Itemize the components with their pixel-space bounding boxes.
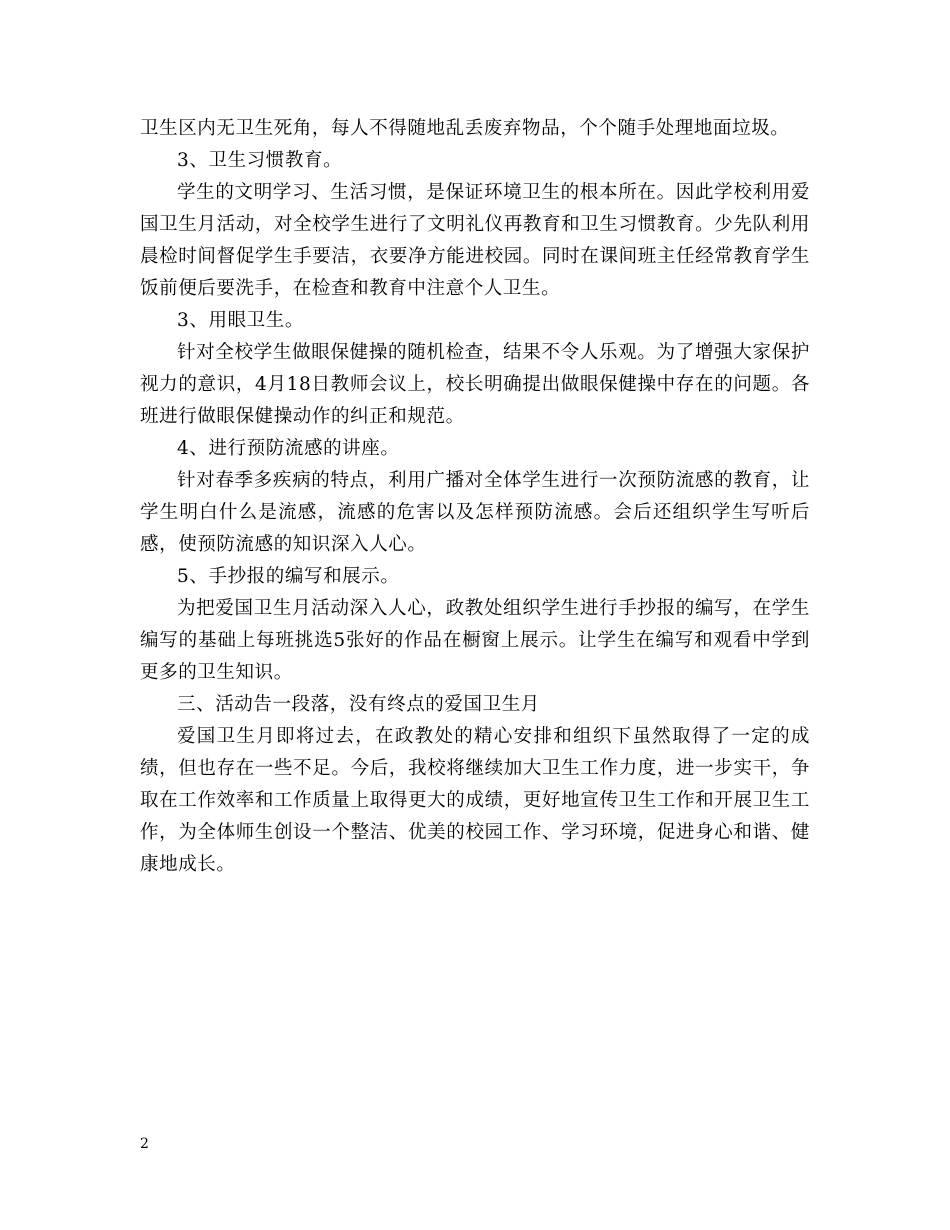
paragraph-handwritten-newspaper: 为把爱国卫生月活动深入人心，政教处组织学生进行手抄报的编写，在学生编写的基础上每班挑选5张好的作品在橱窗上展示。让学生在编写和观看中学到更多的卫生知识。 <box>140 598 810 683</box>
section-heading-part-three: 三、活动告一段落，没有终点的爱国卫生月 <box>177 694 540 715</box>
paragraph-conclusion: 爱国卫生月即将过去，在政教处的精心安排和组织下虽然取得了一定的成绩，但也存在一些不足。今后，我校将继续加大卫生工作力度，进一步实干，争取在工作效率和工作质量上取得更大的成绩，更好地宣传卫生工作和开展卫生工作，为全体师生创设一个整洁、优美的校园工作、学习环境，促进身心和谐、健康地成长。 <box>140 726 810 875</box>
paragraph-1: 卫生区内无卫生死角，每人不得随地乱丢废弃物品，个个随手处理地面垃圾。 <box>140 118 790 139</box>
section-heading-5-handwritten-newspaper: 5、手抄报的编写和展示。 <box>177 566 400 587</box>
section-heading-3-eye-hygiene: 3、用眼卫生。 <box>177 310 304 331</box>
paragraph-eye-hygiene: 针对全校学生做眼保健操的随机检查，结果不令人乐观。为了增强大家保护视力的意识，4月18日教师会议上，校长明确提出做眼保健操中存在的问题。各班进行做眼保健操动作的纠正和规范。 <box>140 342 810 427</box>
paragraph-hygiene-habits: 学生的文明学习、生活习惯，是保证环境卫生的根本所在。因此学校利用爱国卫生月活动，对全校学生进行了文明礼仪再教育和卫生习惯教育。少先队利用晨检时间督促学生手要洁，衣要净方能进校园。同时在课间班主任经常教育学生饭前便后要洗手，在检查和教育中注意个人卫生。 <box>140 182 810 299</box>
section-heading-4-flu-lecture: 4、进行预防流感的讲座。 <box>177 438 400 459</box>
page-number: 2 <box>140 1136 149 1152</box>
document-body <box>140 113 810 881</box>
paragraph-flu-lecture: 针对春季多疾病的特点，利用广播对全体学生进行一次预防流感的教育，让学生明白什么是流感，流感的危害以及怎样预防流感。会后还组织学生写听后感，使预防流感的知识深入人心。 <box>140 470 810 555</box>
section-heading-3-hygiene-habits: 3、卫生习惯教育。 <box>177 150 343 171</box>
